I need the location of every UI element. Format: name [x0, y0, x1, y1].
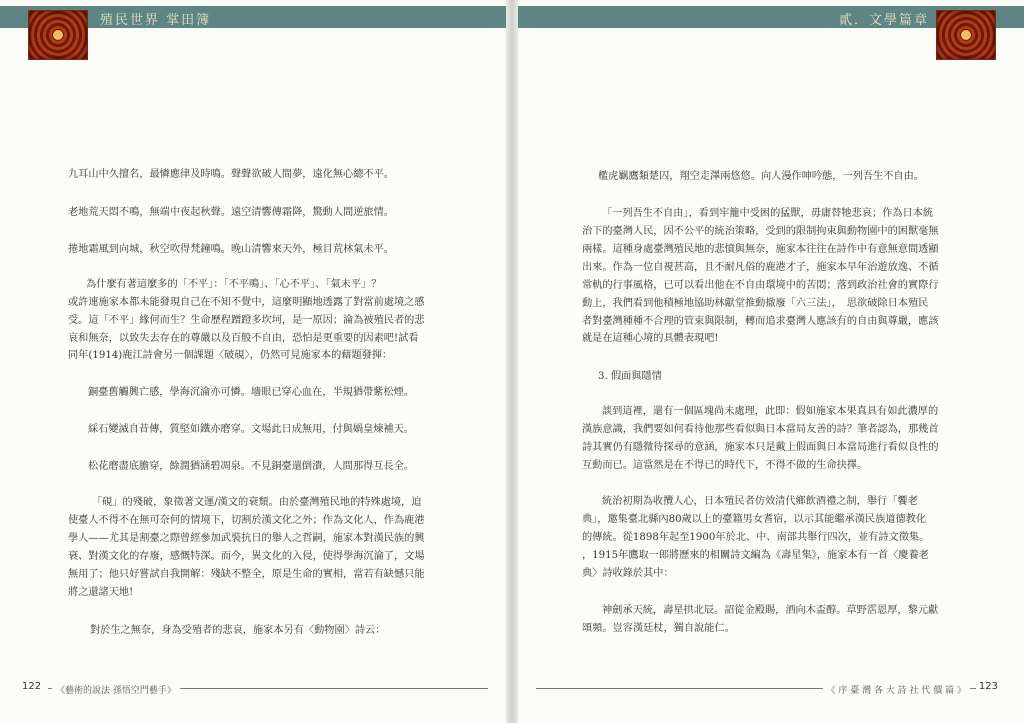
poem-line: 神劍承天統，壽星拱北辰。詔從金殿賜，酒向木盃醇。草野霑恩厚，黎元獻 [602, 605, 939, 616]
paragraph-line: 漢族意識，我們要如何看待他那些看似與日本當局友善的詩？筆者認為，那幾首 [582, 424, 939, 435]
right-page [518, 0, 1024, 723]
paragraph-line: 典」，邀集臺北縣內80歲以上的臺籍男女耆宿，以示其能繼承漢民族道德教化 [582, 514, 927, 525]
paragraph-line: 為什麼有著這麼多的「不平」：「不平鳴」、「心不平」、「氣未平」？ [86, 279, 382, 290]
paragraph-line: 「硯」的殘破，象徵著文運/漢文的衰頹。由於臺灣殖民地的特殊處境，迫 [92, 497, 422, 508]
paragraph-line: 受。這「不平」緣何而生？生命歷程蹭蹬多坎坷，是一原因；淪為被殖民者的悲 [68, 315, 425, 326]
paragraph-line: 的傳統。從1898年起至1900年於北、中、南部共舉行四次，並有詩文徵集。 [582, 532, 930, 543]
left-page [0, 0, 506, 723]
poem-line: 綵石變滅自昔傳，質堅如鐵亦磨穿。文場此日成無用，付與媧皇煉補天。 [88, 424, 414, 435]
paragraph-line: 就是在這種心境的具體表現吧! [582, 333, 719, 344]
poem-line: 松花磨盡底膽穿，餘潤猶涵碧凋泉。不見銅臺還倒潰，人間那得互長全。 [88, 461, 414, 472]
paragraph-line: 「一列吾生不自由」，看到牢籠中受困的猛獸，毋庸替牠悲哀；作為日本統 [602, 208, 934, 219]
ornament-emblem [936, 10, 996, 60]
paragraph-line: 統治初期為收攬人心，日本殖民者仿效清代鄉飲酒禮之制，舉行「饗老 [602, 496, 918, 507]
paragraph-line: 動上，我們看到他積極地協助林獻堂推動撤廢「六三法」， 思欲破除日本殖民 [582, 298, 929, 309]
section-heading: 3. 假面與隱情 [598, 371, 662, 382]
paragraph-line: 互動而已。這當然是在不得已的時代下，不得不做的生命抉擇。 [582, 460, 868, 471]
paragraph-line: 無用了；他只好嘗試自我開解：殘缺不整全，原是生命的實相，當若有缺憾只能 [68, 569, 425, 580]
page-number: 122 [22, 681, 42, 692]
paragraph-line: 兩樣。這種身處臺灣殖民地的悲憤與無奈，施家本往往在詩作中有意無意間透顯 [582, 244, 939, 255]
paragraph-line: 出來。作為一位自視甚高，且不耐凡俗的鹿港才子，施家本早年治遊放逸、不循 [582, 262, 939, 273]
page-number: 123 [978, 681, 998, 692]
paragraph-line: 治下的臺灣人民，因不公平的統治策略，受到的限制拘束與動物園中的困獸毫無 [582, 226, 939, 237]
poem-line: 捲地霜風到向城，秋空吹得梵鐘鳴。晚山清響來天外，極目荒林氣未平。 [68, 244, 394, 255]
ornament-emblem [28, 10, 88, 60]
paragraph-line: 詩其實仍有隱微待探尋的意涵，施家本只是戴上假面與日本當局進行看似良性的 [582, 442, 939, 453]
paragraph-line: 哀和無奈，以致失去存在的尊嚴以及百般不自由，恐怕是更重要的因素吧!試看 [68, 333, 419, 344]
paragraph-line: 或許連施家本都未能發現自己在不知不覺中，這麼明顯地透露了對當前處境之感 [68, 297, 425, 308]
running-header: 貳．文學篇章 [838, 13, 929, 28]
running-footer: 《藝術的說法 孫悟空門藝手》 [52, 683, 180, 696]
paragraph-line: 者對臺灣種種不合理的管束與限制，轉而追求臺灣人應該有的自由與尊嚴，應該 [582, 316, 939, 327]
poem-line: 頌頻。豈容漢廷杖，獨自說能仁。 [582, 623, 735, 634]
paragraph-line: 同年(1914)鹿江詩會另一個課題〈破硯〉，仍然可見施家本的藉題發揮： [68, 350, 393, 361]
poem-line: 銅臺舊觸興亡感，學海沉淪亦可憐。墻眼已穿心血在，半規猶帶紫松煙。 [88, 387, 414, 398]
poem-line: 檻虎羈鷹類楚囚，翔空走澤兩悠悠。向人漫作呻吟態，一列吾生不自由。 [598, 171, 924, 182]
running-header: 殖民世界 掌田簿 [100, 13, 212, 28]
running-footer: 《 序 臺 灣 各 大 詩 社 代 價 篇 》 [823, 683, 970, 696]
poem-line: 老地荒天悶不鳴，無端中夜起秋聲。遠空清響傳霜降，驚動人間逆旅情。 [68, 207, 394, 218]
paragraph-line: 使臺人不得不在無可奈何的情境下，切割於漢文化之外；作為文化人，作為鹿港 [68, 515, 425, 526]
paragraph-line: ，1915年鷹取一郎將歷來的相關詩文編為《壽星集》，施家本有一首〈慶養老 [582, 550, 929, 561]
paragraph-line: 談到這裡，還有一個區塊尚未處理，此即：假如施家本果真具有如此濃厚的 [602, 406, 939, 417]
paragraph-line: 典〉詩收錄於其中： [582, 568, 674, 579]
paragraph-line: 常軌的行事風格，已可以看出他在不自由環境中的苦悶；落到政治社會的實際行 [582, 280, 939, 291]
poem-line: 九耳山中久擅名，最憐應律及時鳴。聲聲欲破人間夢，遠化無心總不平。 [68, 169, 394, 180]
book-gutter [506, 0, 518, 723]
paragraph-line: 衰、對漢文化的存廢，感慨特深。而今，異文化的入侵，使得學海沉淪了，文場 [68, 551, 425, 562]
paragraph-line: 對於生之無奈，身為受殖者的悲哀，施家本另有〈動物園〉詩云： [90, 625, 386, 636]
paragraph-line: 將之還諸天地! [68, 587, 134, 598]
paragraph-line: 學人——尤其是割臺之際曾經參加武裝抗日的舉人之哲嗣，施家本對漢民族的興 [68, 533, 425, 544]
